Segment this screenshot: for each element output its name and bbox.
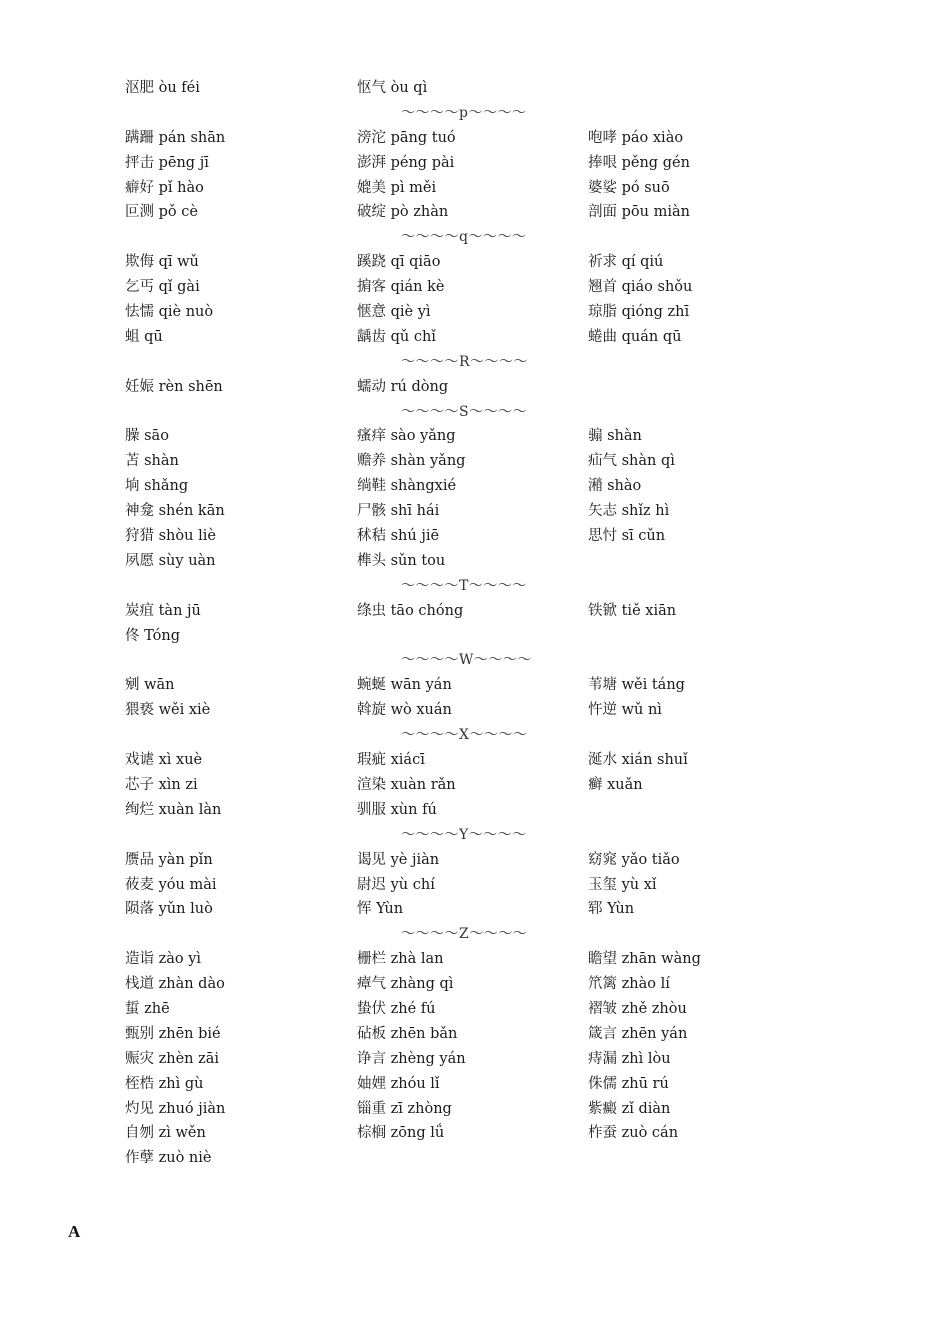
- word-entry: 破绽 pò zhàn: [357, 204, 449, 221]
- word-entry: 棕榈 zōng lǘ: [357, 1125, 445, 1142]
- word-entry: 郓 Yùn: [588, 901, 635, 918]
- word-row: [125, 76, 825, 101]
- word-entry: 祈求 qí qiú: [588, 254, 664, 271]
- word-entry: 媲美 pì měi: [357, 179, 437, 196]
- word-entry: 婆娑 pó suō: [588, 179, 670, 196]
- word-entry: 潲 shào: [588, 478, 642, 495]
- word-entry: 铁锨 tiě xiān: [588, 602, 677, 619]
- word-entry: 炭疽 tàn jū: [125, 602, 201, 619]
- section-divider-text: ～～～～T～～～～: [401, 577, 527, 594]
- word-entry: 渲染 xuàn rǎn: [357, 776, 456, 793]
- word-entry: 尉迟 yù chí: [357, 876, 435, 893]
- section-divider-text: ～～～～Z～～～～: [401, 926, 528, 943]
- word-entry: 猥亵 wěi xiè: [125, 702, 211, 719]
- word-entry: 苇塘 wěi táng: [588, 677, 685, 694]
- word-entry: 绚烂 xuàn làn: [125, 801, 222, 818]
- section-divider-text: ～～～～R～～～～: [401, 353, 529, 370]
- word-entry: 绦虫 tāo chóng: [357, 602, 464, 619]
- word-entry: 蜷曲 quán qū: [588, 328, 682, 345]
- word-entry: 谒见 yè jiàn: [357, 851, 440, 868]
- word-entry: 矢志 shǐz hì: [588, 503, 670, 520]
- word-entry: 斡旋 wò xuán: [357, 702, 452, 719]
- word-entry: 癣 xuǎn: [588, 776, 643, 793]
- word-entry: 诤言 zhèng yán: [357, 1050, 466, 1067]
- word-entry: 紫癜 zǐ diàn: [588, 1100, 671, 1117]
- word-entry: 龋齿 qǔ chǐ: [357, 328, 436, 345]
- word-entry: 抨击 pēng jī: [125, 154, 209, 171]
- pinyin-word-list: [125, 76, 825, 1171]
- word-entry: 翘首 qiáo shǒu: [588, 279, 693, 296]
- word-row: [125, 549, 825, 574]
- letter-section-divider: [125, 400, 825, 425]
- word-row: [125, 176, 825, 201]
- word-row: [125, 748, 825, 773]
- word-entry: 侏儒 zhū rú: [588, 1075, 669, 1092]
- word-row: [125, 947, 825, 972]
- word-row: [125, 325, 825, 350]
- word-entry: 捧哏 pěng gén: [588, 154, 690, 171]
- word-entry: 沤肥 òu féi: [125, 80, 200, 96]
- word-row: [125, 250, 825, 275]
- word-row: [125, 798, 825, 823]
- word-entry: 思忖 sī cǔn: [588, 528, 666, 545]
- word-row: [125, 424, 825, 449]
- word-entry: 褶皱 zhě zhòu: [588, 1000, 687, 1017]
- word-entry: 妊娠 rèn shēn: [125, 378, 223, 395]
- letter-section-divider: [125, 225, 825, 250]
- word-row: [125, 275, 825, 300]
- word-entry: 陨落 yǔn luò: [125, 901, 213, 918]
- word-entry: 神龛 shén kān: [125, 503, 225, 520]
- word-entry: 砧板 zhēn bǎn: [357, 1025, 458, 1042]
- word-row: [125, 1146, 825, 1171]
- letter-section-divider: [125, 723, 825, 748]
- word-entry: 疝气 shàn qì: [588, 453, 675, 470]
- letter-section-divider: [125, 101, 825, 126]
- word-row: [125, 126, 825, 151]
- word-entry: 自刎 zì wěn: [125, 1125, 206, 1142]
- word-row: [125, 200, 825, 225]
- word-entry: 掮客 qián kè: [357, 279, 445, 296]
- word-entry: 瑕疵 xiácī: [357, 752, 425, 769]
- word-row: [125, 773, 825, 798]
- word-entry: 莜麦 yóu mài: [125, 876, 217, 893]
- word-row: [125, 449, 825, 474]
- word-entry: 垧 shǎng: [125, 478, 189, 495]
- footer-letter: A: [68, 1222, 81, 1241]
- word-entry: 澎湃 péng pài: [357, 154, 455, 171]
- word-entry: 瞻望 zhān wàng: [588, 951, 701, 968]
- word-entry: 怄气 òu qì: [357, 80, 428, 96]
- word-row: [125, 474, 825, 499]
- word-entry: 瘙痒 sào yǎng: [357, 428, 456, 445]
- word-row: [125, 599, 825, 624]
- word-entry: 癖好 pǐ hào: [125, 179, 204, 196]
- word-entry: 蜇 zhē: [125, 1000, 170, 1017]
- word-entry: 窈窕 yǎo tiǎo: [588, 851, 680, 868]
- letter-section-divider: [125, 648, 825, 673]
- word-entry: 蛆 qū: [125, 328, 163, 345]
- word-entry: 乞丐 qǐ gài: [125, 279, 200, 296]
- section-divider-text: ～～～～q～～～～: [401, 229, 527, 246]
- word-entry: 骟 shàn: [588, 428, 642, 445]
- word-row: [125, 1121, 825, 1146]
- word-row: [125, 897, 825, 922]
- word-row: [125, 624, 825, 649]
- word-entry: 赝品 yàn pǐn: [125, 851, 213, 868]
- word-entry: 蛰伏 zhé fú: [357, 1000, 436, 1017]
- word-row: [125, 848, 825, 873]
- letter-section-divider: [125, 823, 825, 848]
- word-entry: 芯子 xìn zi: [125, 776, 198, 793]
- section-divider-text: ～～～～Y～～～～: [401, 826, 527, 843]
- section-divider-text: ～～～～S～～～～: [401, 403, 528, 420]
- word-entry: 栈道 zhàn dào: [125, 976, 225, 993]
- word-row: [125, 1047, 825, 1072]
- word-entry: 琼脂 qióng zhī: [588, 304, 690, 321]
- word-entry: 蠕动 rú dòng: [357, 378, 449, 395]
- word-entry: 苫 shàn: [125, 453, 179, 470]
- word-entry: 榫头 sǔn tou: [357, 552, 446, 569]
- word-row: [125, 997, 825, 1022]
- word-entry: 夙愿 sùy uàn: [125, 552, 216, 569]
- word-entry: 欺侮 qī wǔ: [125, 254, 199, 271]
- word-entry: 笊篱 zhào lí: [588, 976, 670, 993]
- word-entry: 蹊跷 qī qiāo: [357, 254, 441, 271]
- word-row: [125, 499, 825, 524]
- word-entry: 驯服 xùn fú: [357, 801, 437, 818]
- word-entry: 恽 Yùn: [357, 901, 404, 918]
- letter-section-divider: [125, 350, 825, 375]
- word-row: [125, 873, 825, 898]
- word-entry: 妯娌 zhóu lǐ: [357, 1075, 440, 1092]
- letter-section-divider: [125, 574, 825, 599]
- word-entry: 叵测 pǒ cè: [125, 204, 198, 221]
- word-row: [125, 1072, 825, 1097]
- word-entry: 滂沱 pāng tuó: [357, 129, 456, 146]
- word-entry: 玉玺 yù xǐ: [588, 876, 657, 893]
- word-entry: 锱重 zī zhòng: [357, 1100, 452, 1117]
- word-row: [125, 972, 825, 997]
- word-row: [125, 151, 825, 176]
- word-entry: 戏谑 xì xuè: [125, 752, 203, 769]
- word-row: [125, 300, 825, 325]
- word-entry: 柞蚕 zuò cán: [588, 1125, 679, 1142]
- word-entry: 尸骸 shī hái: [357, 503, 440, 520]
- section-divider-text: ～～～～X～～～～: [401, 727, 528, 744]
- word-entry: 剖面 pōu miàn: [588, 204, 690, 221]
- word-entry: 秫秸 shú jiē: [357, 528, 440, 545]
- word-entry: 忤逆 wǔ nì: [588, 702, 662, 719]
- word-entry: 咆哮 páo xiào: [588, 129, 684, 146]
- word-row: [125, 1022, 825, 1047]
- word-entry: 栅栏 zhà lan: [357, 951, 444, 968]
- word-entry: 绱鞋 shàngxié: [357, 478, 457, 495]
- word-entry: 箴言 zhēn yán: [588, 1025, 688, 1042]
- word-entry: 瘴气 zhàng qì: [357, 976, 454, 993]
- word-entry: 痔漏 zhì lòu: [588, 1050, 671, 1067]
- word-entry: 作孽 zuò niè: [125, 1150, 212, 1167]
- word-entry: 臊 sāo: [125, 428, 169, 445]
- word-entry: 怯懦 qiè nuò: [125, 304, 214, 321]
- word-entry: 桎梏 zhì gù: [125, 1075, 204, 1092]
- word-entry: 剜 wān: [125, 677, 175, 694]
- section-divider-text: ～～～～p～～～～: [401, 104, 527, 121]
- word-entry: 惬意 qiè yì: [357, 304, 431, 321]
- word-entry: 蹒跚 pán shān: [125, 129, 226, 146]
- word-row: [125, 1097, 825, 1122]
- word-row: [125, 698, 825, 723]
- word-entry: 蜿蜒 wān yán: [357, 677, 452, 694]
- word-row: [125, 673, 825, 698]
- word-entry: 灼见 zhuó jiàn: [125, 1100, 226, 1117]
- word-entry: 赡养 shàn yǎng: [357, 453, 466, 470]
- word-entry: 佟 Tóng: [125, 627, 181, 644]
- section-divider-text: ～～～～W～～～～: [401, 652, 532, 669]
- word-entry: 甄别 zhēn bié: [125, 1025, 221, 1042]
- word-entry: 赈灾 zhèn zāi: [125, 1050, 220, 1067]
- word-entry: 涎水 xián shuǐ: [588, 752, 688, 769]
- letter-section-divider: [125, 922, 825, 947]
- word-row: [125, 375, 825, 400]
- word-entry: 狩猎 shòu liè: [125, 528, 216, 545]
- word-row: [125, 524, 825, 549]
- word-entry: 造诣 zào yì: [125, 951, 202, 968]
